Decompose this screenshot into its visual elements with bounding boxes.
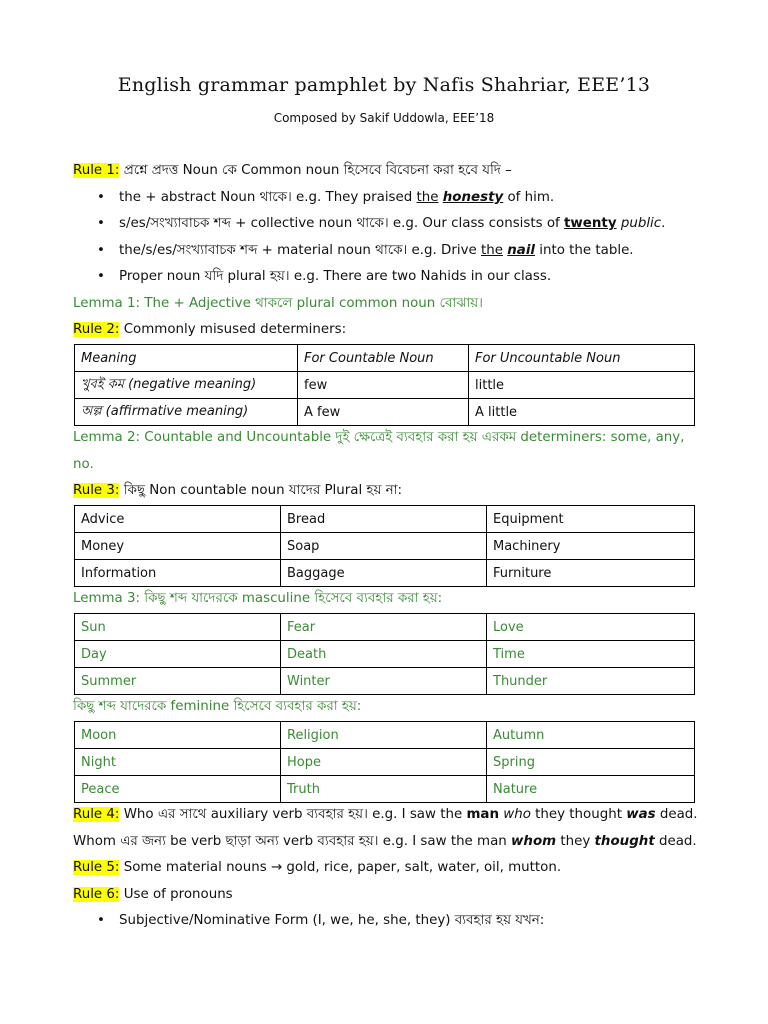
bullet-icon: • (97, 216, 105, 231)
rule1-bullet-1: • the + abstract Noun থাকে। e.g. They praised the honesty of him. (97, 188, 554, 208)
rule2-tag: Rule 2: (73, 322, 120, 337)
table-row: Peace Truth Nature (75, 776, 695, 803)
table-row: Information Baggage Furniture (75, 560, 695, 587)
table-row: Money Soap Machinery (75, 533, 695, 560)
table-row: অল্প (affirmative meaning) A few A little (75, 399, 695, 426)
bullet-icon: • (97, 243, 105, 258)
rule4-line-1: Rule 4: Who এর সাথে auxiliary verb ব্যবহার হয়। e.g. I saw the man who they thought was dead. (73, 807, 698, 822)
table-row: Night Hope Spring (75, 749, 695, 776)
table-row: Sun Fear Love (75, 614, 695, 641)
rule6-bullet-1: • Subjective/Nominative Form (I, we, he, she, they) ব্যবহার হয় যখন: (97, 911, 544, 931)
rule3-line: Rule 3: কিছু Non countable noun যাদের Plural হয় না: (73, 483, 402, 498)
rule2-line: Rule 2: Commonly misused determiners: (73, 322, 347, 337)
table-row: Day Death Time (75, 641, 695, 668)
rule1-bullet-4: • Proper noun যদি plural হয়। e.g. There are two Nahids in our class. (97, 267, 551, 287)
bullet-icon: • (97, 913, 105, 928)
rule1-line (73, 161, 703, 181)
bullet-icon: • (97, 269, 105, 284)
rule5-tag: Rule 5: (73, 860, 120, 875)
table-row: Moon Religion Autumn (75, 722, 695, 749)
rule3-tag: Rule 3: (73, 483, 120, 498)
rule1-bullet-3: • the/s/es/সংখ্যাবাচক শব্দ + material noun থাকে। e.g. Drive the nail into the table. (97, 241, 634, 261)
bullet-icon: • (97, 190, 105, 205)
feminine-line: কিছু শব্দ যাদেরকে feminine হিসেবে ব্যবহার করা হয়: (73, 699, 362, 714)
rule4-tag: Rule 4: (73, 807, 120, 822)
table-row: Advice Bread Equipment (75, 506, 695, 533)
lemma1-line: Lemma 1: The + Adjective থাকলে plural common noun বোঝায়। (73, 296, 483, 311)
lemma2-line-1: Lemma 2: Countable and Uncountable দুই ক্ষেত্রেই ব্যবহার করা হয় এরকম determiners: some, any, (73, 430, 685, 445)
table-row: খুবই কম (negative meaning) few little (75, 372, 695, 399)
page-title: English grammar pamphlet by Nafis Shahriar, EEE’13 (117, 74, 651, 96)
page-subtitle: Composed by Sakif Uddowla, EEE’18 (273, 111, 495, 125)
determiners-table (74, 344, 695, 426)
masculine-table (74, 613, 695, 695)
rule6-line: Rule 6: Use of pronouns (73, 887, 233, 902)
feminine-table (74, 721, 695, 803)
lemma3-line: Lemma 3: কিছু শব্দ যাদেরকে masculine হিসেবে ব্যবহার করা হয়: (73, 591, 443, 606)
rule4-line-2: Whom এর জন্য be verb ছাড়া অন্য verb ব্যবহার হয়। e.g. I saw the man whom they thought dead. (73, 834, 697, 849)
noncountable-table (74, 505, 695, 587)
table-row: Summer Winter Thunder (75, 668, 695, 695)
rule6-tag: Rule 6: (73, 887, 120, 902)
rule5-line: Rule 5: Some material nouns → gold, rice, paper, salt, water, oil, mutton. (73, 860, 562, 875)
lemma2-line-2: no. (73, 457, 94, 472)
rule1-bullet-2: • s/es/সংখ্যাবাচক শব্দ + collective noun থাকে। e.g. Our class consists of twenty public. (97, 214, 665, 234)
table-row: Meaning For Countable Noun For Uncountable Noun (75, 345, 695, 372)
rule1-tag: Rule 1: (73, 163, 120, 178)
rule1-text: প্রশ্নে প্রদত্ত Noun কে Common noun হিসেবে বিবেচনা করা হবে যদি – (119, 163, 512, 178)
